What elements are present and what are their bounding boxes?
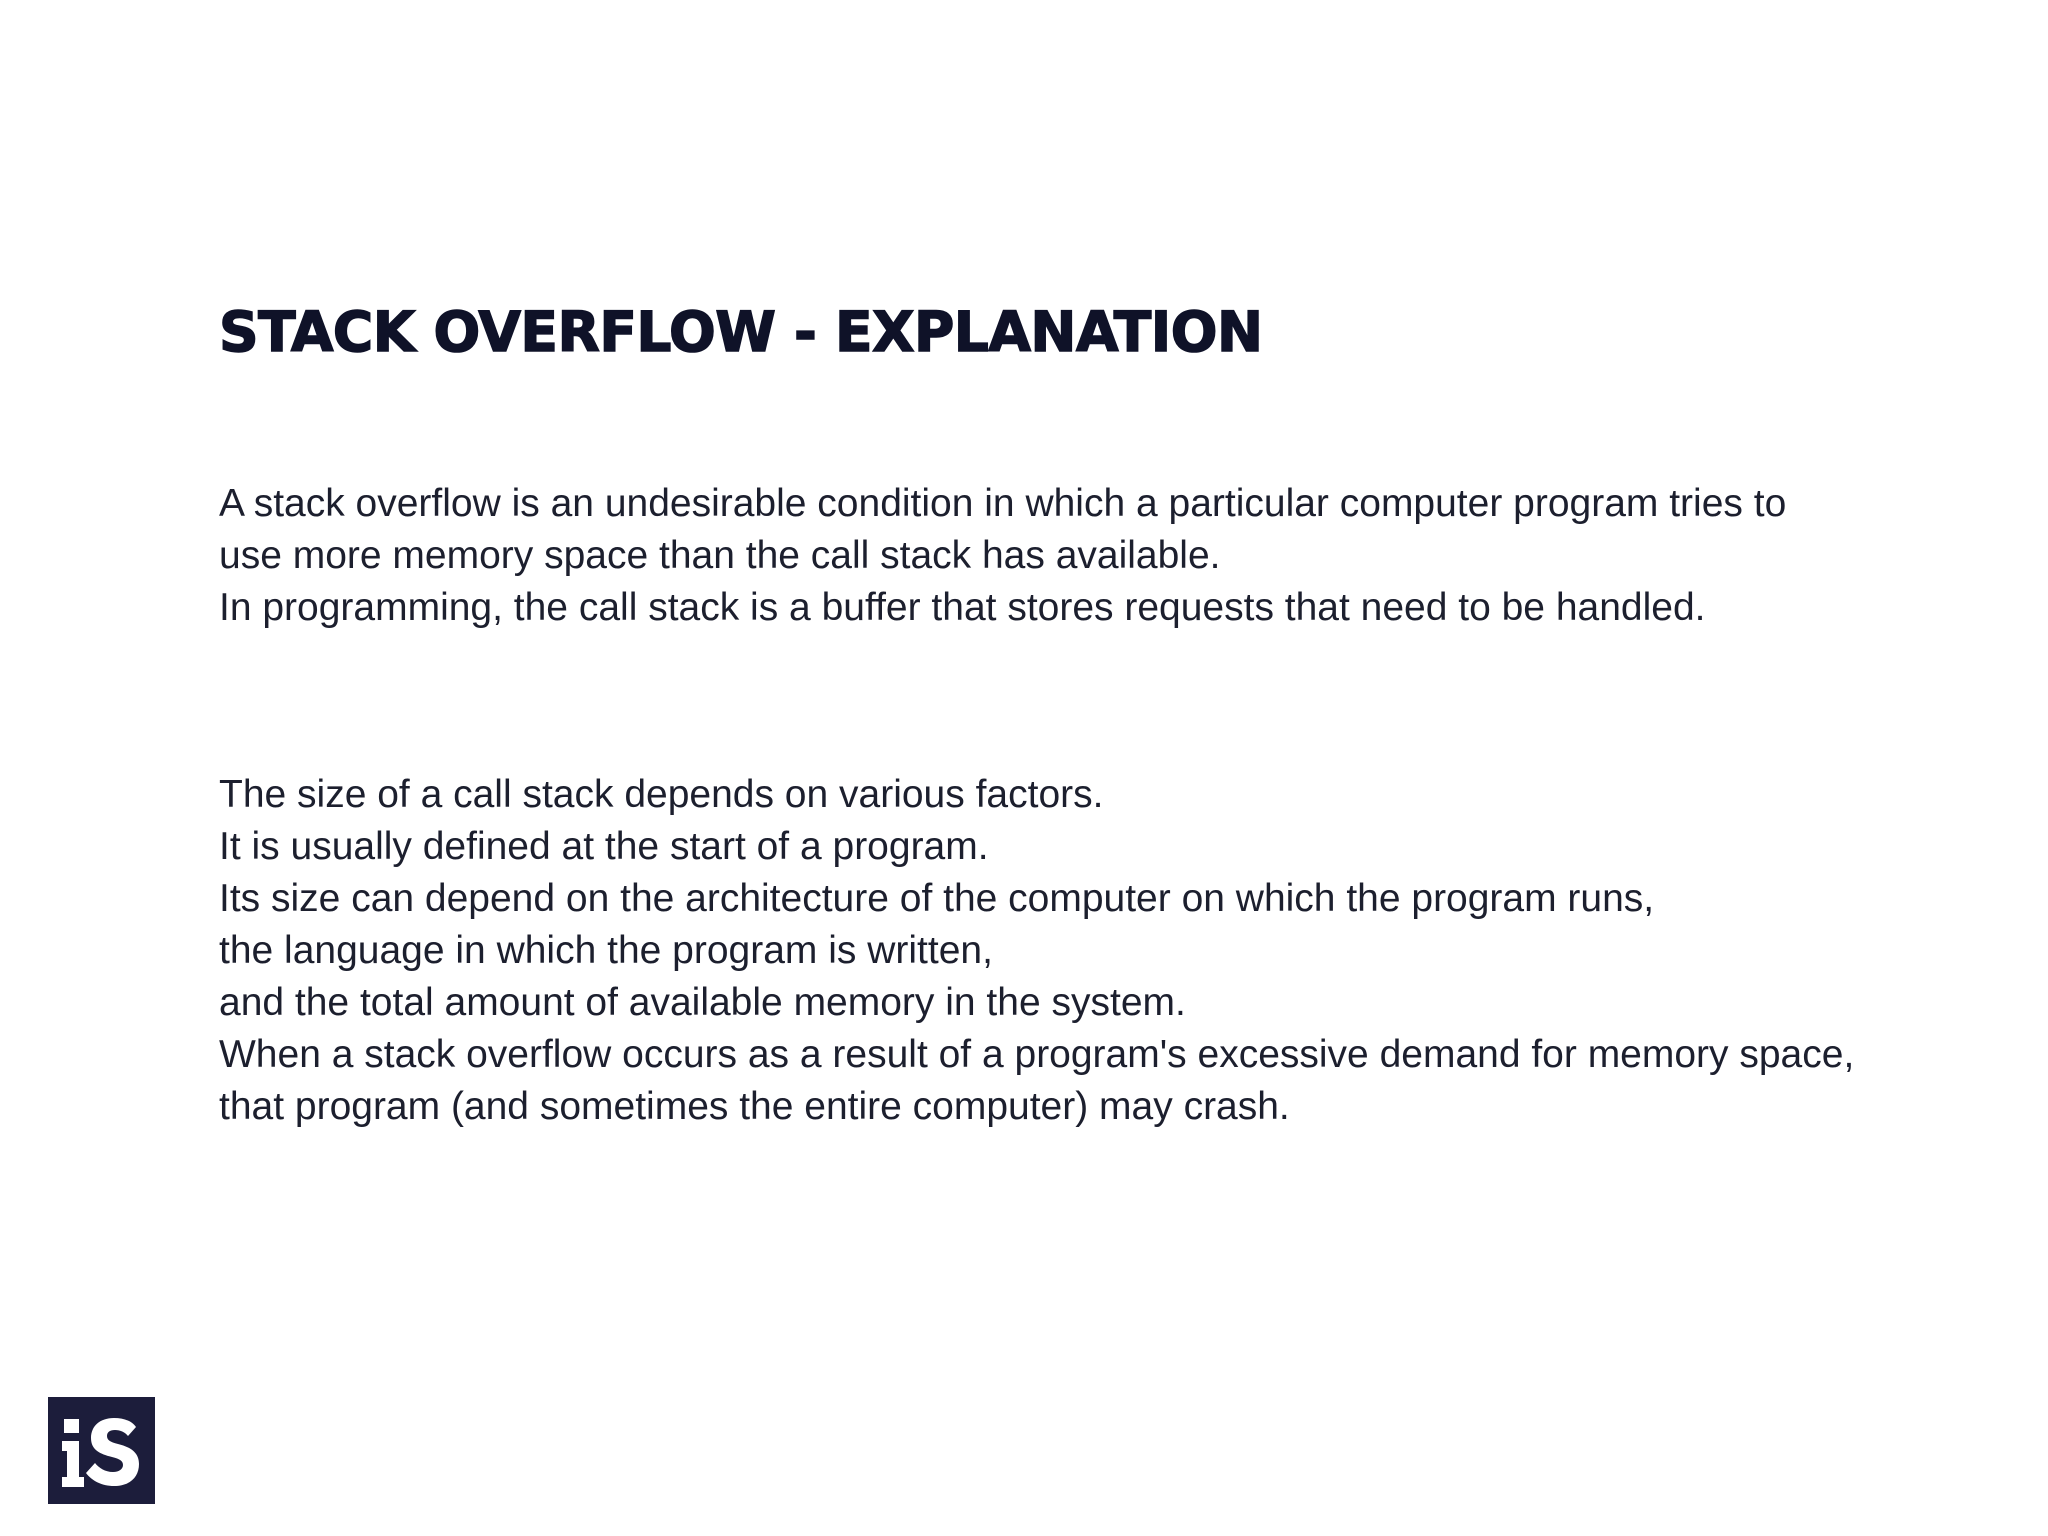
paragraph-line: Its size can depend on the architecture of the computer on which the program runs, xyxy=(219,877,1655,920)
paragraph-intro xyxy=(219,478,1786,634)
paragraph-line: that program (and sometimes the entire computer) may crash. xyxy=(219,1085,1290,1128)
paragraph-details xyxy=(219,769,1854,1133)
paragraph-line: When a stack overflow occurs as a result of a program's excessive demand for memory space, xyxy=(219,1033,1855,1076)
logo-icon xyxy=(48,1397,155,1504)
slide-title: STACK OVERFLOW - EXPLANATION xyxy=(219,300,1263,364)
brand-logo xyxy=(48,1397,155,1504)
paragraph-line: use more memory space than the call stack has available. xyxy=(219,534,1221,577)
paragraph-line: the language in which the program is written, xyxy=(219,929,993,972)
paragraph-line: The size of a call stack depends on various factors. xyxy=(219,773,1104,816)
paragraph-line: A stack overflow is an undesirable condition in which a particular computer program tries to xyxy=(219,482,1787,525)
paragraph-line: and the total amount of available memory in the system. xyxy=(219,981,1186,1024)
paragraph-line: It is usually defined at the start of a program. xyxy=(219,825,989,868)
paragraph-line: In programming, the call stack is a buffer that stores requests that need to be handled. xyxy=(219,586,1706,629)
